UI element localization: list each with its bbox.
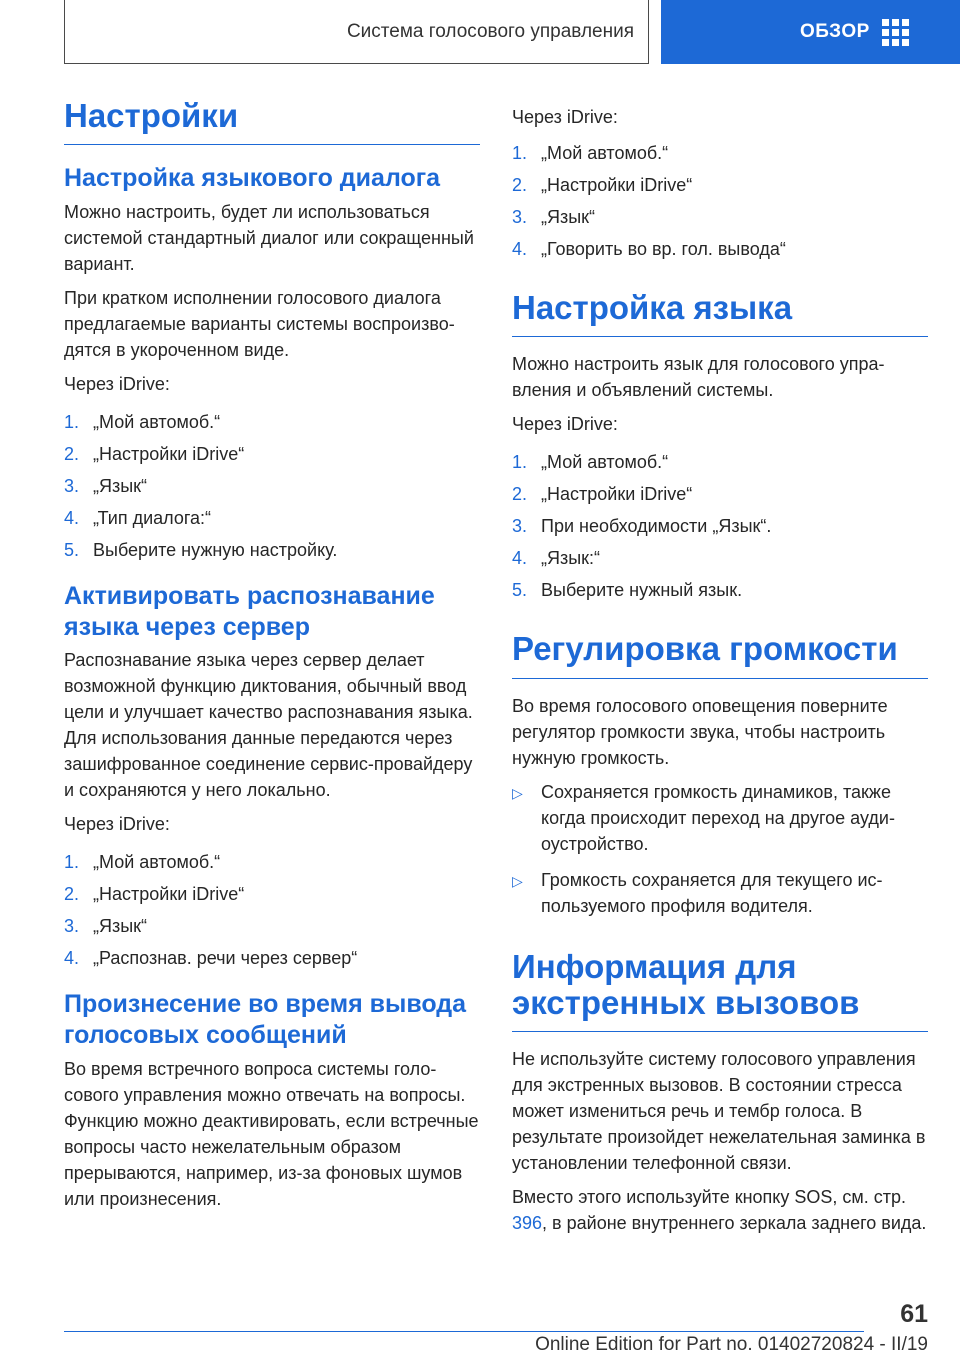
paragraph: Во время встречного вопроса системы голосового управления можно отвечать на вопросы. Функцию можно деактивировать, если встречные вопросы часто нежелательным образом прерываются, например, из-за фоновых шумов или произнесения. [64, 1058, 479, 1209]
triangle-bullet-icon: ▷ [512, 784, 523, 801]
list-item: 4. „Говорить во вр. гол. вывода“ [512, 239, 786, 259]
list-item: 3. „Язык“ [512, 207, 596, 227]
list-item: 1. „Мой автомоб.“ [512, 143, 669, 163]
right-column [512, 104, 928, 1244]
paragraph: Можно настроить язык для голосового управления и объявлений системы. [512, 354, 885, 401]
steps-list [64, 409, 480, 563]
grid-icon [882, 19, 909, 46]
list-item: 5. Выберите нужную настройку. [64, 539, 338, 560]
via-idrive-label: Через iDrive: [512, 414, 618, 435]
bullet-list [512, 779, 928, 919]
page-title: Настройки [64, 98, 480, 145]
page-number: 61 [900, 1300, 928, 1328]
barge-in-heading: Произнесение во время вывода голосовых сообщений [64, 990, 467, 1050]
triangle-bullet-icon: ▷ [512, 872, 523, 889]
overview-tab[interactable] [661, 0, 960, 64]
section-title-text: Система голосового управления [346, 20, 634, 42]
list-item: 3. „Язык“ [64, 475, 148, 496]
list-item: 5. Выберите нужный язык. [512, 580, 743, 601]
paragraph: При кратком исполнении голосового диалога предлагаемые варианты системы воспроизводятся в укороченном виде. [64, 287, 455, 360]
via-idrive-label: Через iDrive: [64, 373, 170, 394]
list-item: 1. „Мой автомоб.“ [512, 452, 669, 473]
list-item: 2. „Настройки iDrive“ [512, 484, 693, 505]
list-item: 2. „Настройки iDrive“ [64, 884, 245, 905]
steps-list [512, 140, 928, 262]
via-idrive-label: Через iDrive: [64, 814, 170, 835]
list-item: ▷ Сохраняется громкость динамиков, также когда происходит переход на другое аудиоустройство. [512, 779, 928, 857]
dialog-settings-heading: Настройка языкового диалога [64, 164, 441, 193]
list-item: 4. „Распознав. речи через сервер“ [64, 948, 358, 969]
left-column [64, 98, 480, 1220]
volume-heading: Регулировка громкости [512, 631, 928, 678]
list-item: 2. „Настройки iDrive“ [64, 443, 245, 464]
list-item: 1. „Мой автомоб.“ [64, 411, 221, 432]
overview-tab-label: ОБЗОР [800, 21, 870, 42]
steps-list [512, 449, 928, 603]
page-link[interactable]: 396 [512, 1213, 543, 1234]
list-item: 3. При необходимости „Язык“. [512, 516, 772, 537]
language-settings-heading: Настройка языка [512, 290, 928, 337]
footer-divider [64, 1331, 864, 1332]
list-item: 3. „Язык“ [64, 916, 148, 937]
paragraph: Во время голосового оповещения поверните регулятор громкости звука, чтобы настроить нужную громкость. [512, 695, 888, 768]
list-item: 1. „Мой автомоб.“ [64, 852, 221, 873]
paragraph: Распознавание языка через сервер делает возможной функцию диктования, обычный ввод цели и улучшает качество распознавания языка. Для использования данные передаются через зашифрованное соединение сервис-провайдеру и сохраняются у него локально. [64, 650, 473, 801]
paragraph: Вместо этого используйте кнопку SOS, см. стр. 396, в районе внутреннего зеркала заднего вида. [512, 1187, 927, 1234]
list-item: ▷ Громкость сохраняется для текущего используемого профиля водителя. [512, 867, 928, 919]
paragraph: Не используйте систему голосового управления для экстренных вызовов. В состоянии стресса может измениться речь и тембр голоса. В результате произойдет нежелательная заминка в установлении телефонной связи. [512, 1049, 926, 1174]
steps-list [64, 849, 480, 971]
paragraph: Можно настроить, будет ли использоваться системой стандартный диалог или сокращенный вариант. [64, 201, 474, 274]
emergency-heading: Информация для экстренных вызовов [512, 949, 928, 1033]
via-idrive-label: Через iDrive: [512, 107, 618, 127]
server-recognition-heading: Активировать распознавание языка через сервер [64, 581, 435, 641]
header-section-title [64, 0, 649, 64]
list-item: 4. „Тип диалога:“ [64, 507, 212, 528]
list-item: 2. „Настройки iDrive“ [512, 175, 693, 195]
list-item: 4. „Язык:“ [512, 548, 601, 569]
edition-text: Online Edition for Part no. 01402720824 - II/19 [535, 1334, 928, 1355]
